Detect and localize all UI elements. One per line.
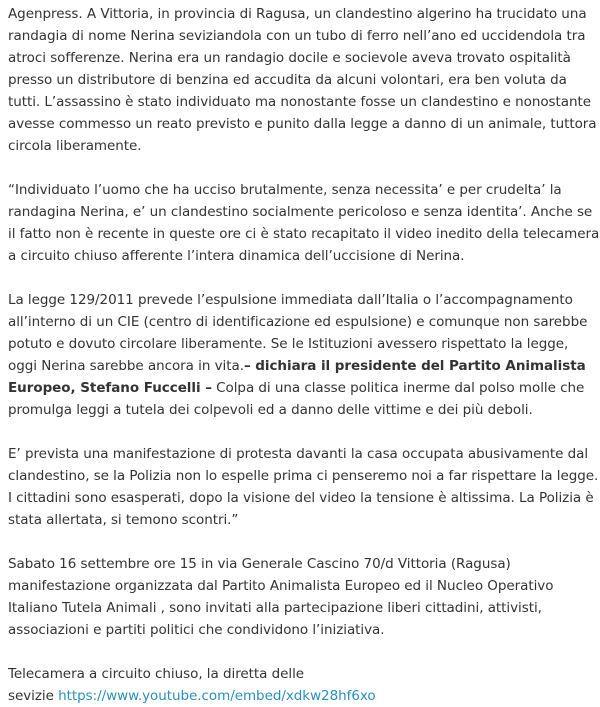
president-attribution: – dichiara il presidente del Partito Animalista Europeo, Stefano Fuccelli –	[8, 358, 586, 396]
paragraph-video	[8, 663, 600, 707]
article-body	[8, 3, 600, 707]
law-text-continued: Colpa di una classe politica inerme dal polso molle che promulga leggi a tutela dei colpevoli ed a danno delle vittime e dei più deboli.	[8, 380, 585, 418]
paragraph-law	[8, 289, 600, 421]
paragraph-event: Sabato 16 settembre ore 15 in via Generale Cascino 70/d Vittoria (Ragusa) manifestazione organizzata dal Partito Animalista Europeo ed il Nucleo Operativo Italiano Tutela Animali , sono invitati alla partecipazione liberi cittadini, attivisti, associazioni e partiti politici che condividono l’iniziativa.	[8, 556, 554, 638]
paragraph-quote-start: “Individuato l’uomo che ha ucciso brutalmente, senza necessita’ e per crudelta’ la randagina Nerina, e’ un clandestino socialmente pericoloso e senza identita’. Anche se il fatto non è recente in queste ore ci è stato recapitato il video inedito della telecamera a circuito chiuso afferente l’intera dinamica dell’uccisione di Nerina.	[8, 182, 600, 264]
law-text: La legge 129/2011 prevede l’espulsione immediata dall’Italia o l’accompagnamento all’interno di un CIE (centro di identificazione ed espulsione) e comunque non sarebbe potuto e dovuto circolare liberamente. Se le Istituzioni avessero rispettato la legge, oggi Nerina sarebbe ancora in vita.	[8, 292, 588, 374]
youtube-link[interactable]: https://www.youtube.com/embed/xdkw28hf6xo	[58, 688, 376, 704]
paragraph-intro: Agenpress. A Vittoria, in provincia di Ragusa, un clandestino algerino ha trucidato una randagia di nome Nerina seviziandola con un tubo di ferro nell’ano ed uccidendola tra atroci sofferenze. Nerina era un randagio docile e socievole aveva trovato ospitalità presso un distributore di benzina ed accudita da alcuni volontari, era ben voluta da tutti. L’assassino è stato individuato ma nonostante fosse un clandestino e nonostante avesse commesso un reato previsto e punito dalla legge a danno di un animale, tuttora circola liberamente.	[8, 6, 597, 154]
video-prefix: sevizie	[8, 688, 59, 704]
video-caption: Telecamera a circuito chiuso, la diretta delle	[8, 666, 305, 682]
paragraph-protest: E’ prevista una manifestazione di protesta davanti la casa occupata abusivamente dal clandestino, se la Polizia non lo espelle prima ci penseremo noi a far rispettare la legge. I cittadini sono esasperati, dopo la visione del video la tensione è altissima. La Polizia è stata allertata, si temono scontri.”	[8, 446, 599, 528]
